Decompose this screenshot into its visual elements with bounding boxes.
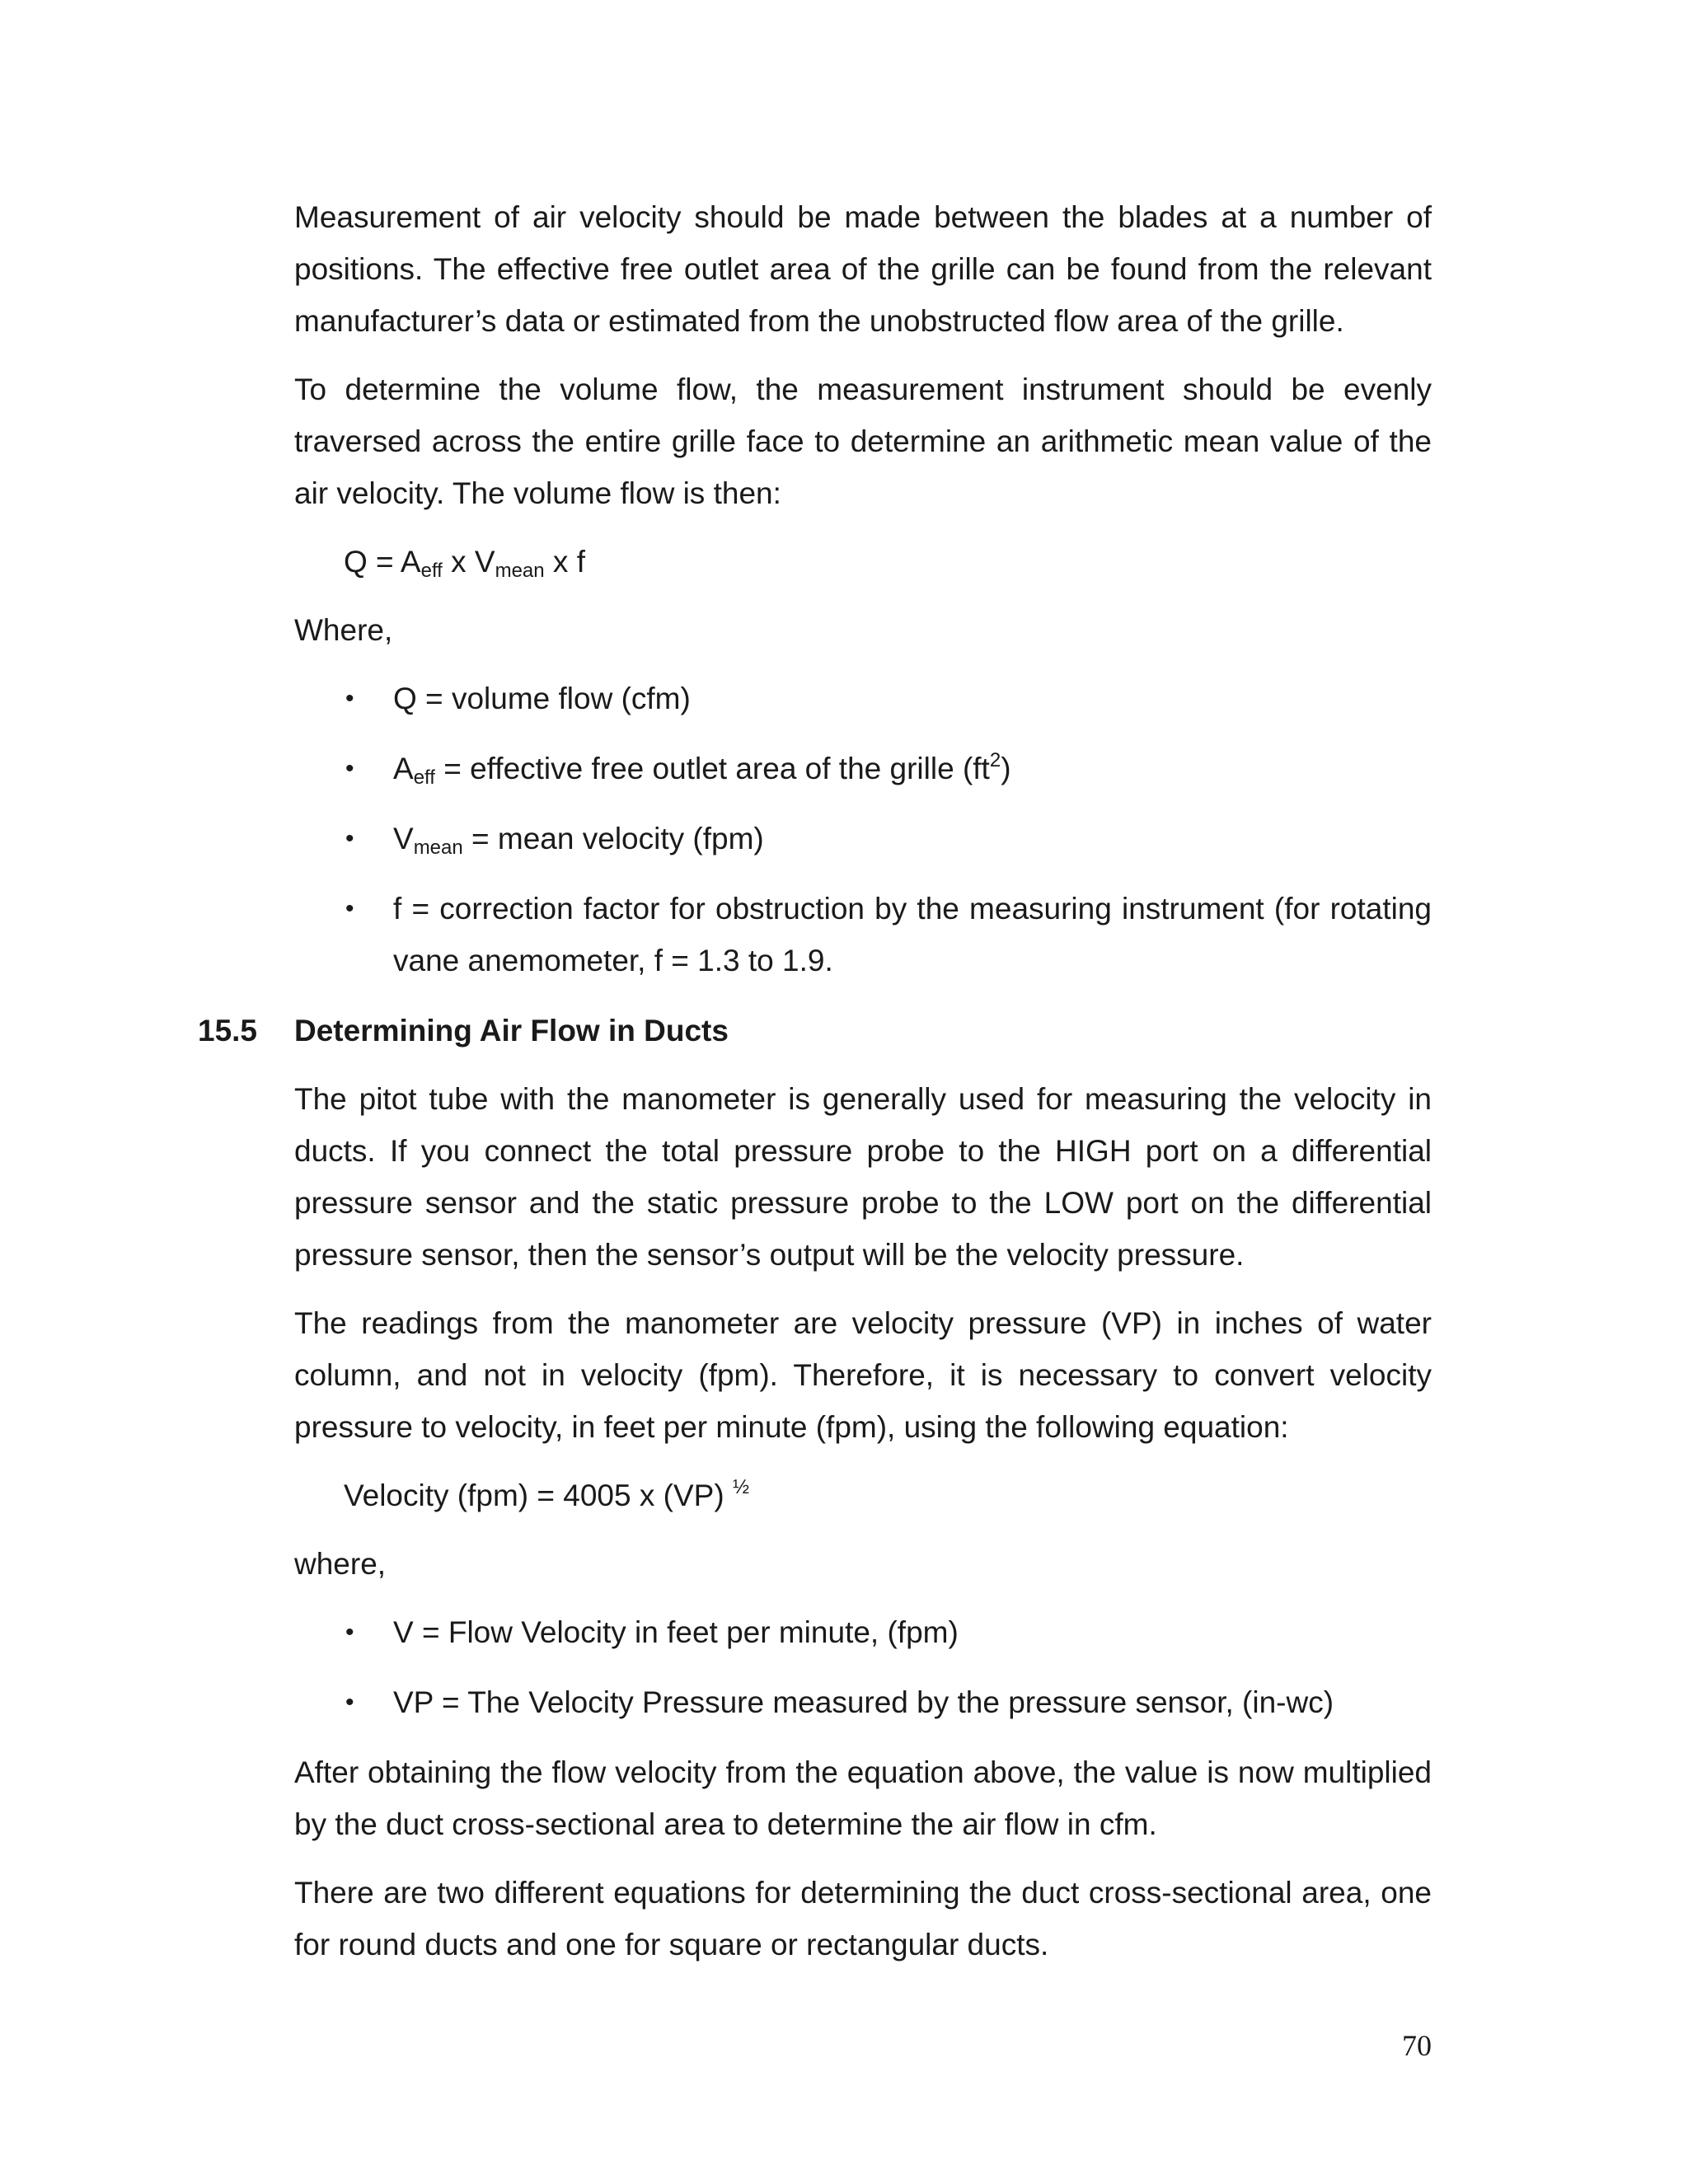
var-v-desc: = mean velocity (fpm): [462, 822, 764, 855]
equation-velocity: [294, 1469, 1432, 1521]
page-content: [198, 191, 1432, 1987]
bullet-text: [393, 822, 764, 859]
paragraph-grille-measurement: Measurement of air velocity should be made between the blades at a number of positions. The effective free outlet area of the grille can be found from the relevant manufacturer’s data or estimated from the unobstructed flow area of the grille.: [294, 200, 1432, 338]
paragraph-volume-flow: To determine the volume flow, the measurement instrument should be evenly traversed across the entire grille face to determine an arithmetic mean value of the air velocity. The volume flow is then:: [294, 373, 1432, 510]
bullet-icon: •: [345, 1689, 354, 1716]
eq2-sup: ½: [732, 1476, 749, 1498]
page-number: 70: [1402, 2029, 1432, 2062]
paragraph-cross-section: There are two different equations for determining the duct cross-sectional area, one for round ducts and one for square or rectangular ducts.: [294, 1876, 1432, 1961]
eq2-text: Velocity (fpm) = 4005 x (VP): [344, 1479, 733, 1512]
section-number: 15.5: [198, 1014, 258, 1047]
list-item: [294, 1606, 1432, 1658]
bullet-icon: •: [345, 895, 354, 922]
eq1-sub-eff: eff: [420, 560, 443, 582]
var-v-sub: mean: [413, 837, 463, 859]
paragraph-manometer-readings: The readings from the manometer are velocity pressure (VP) in inches of water column, and not in velocity (fpm). Therefore, it is necessary to convert velocity pressure to velocity, in feet per minute (fpm), using the following equation:: [294, 1306, 1432, 1444]
where-label-2: where,: [294, 1547, 387, 1581]
bullet-text: V = Flow Velocity in feet per minute, (fpm): [393, 1615, 959, 1649]
var-a-desc: = effective free outlet area of the grille (ft: [434, 752, 990, 785]
eq1-sub-mean: mean: [495, 560, 545, 582]
paragraph-flow-velocity: After obtaining the flow velocity from the equation above, the value is now multiplied by the duct cross-sectional area to determine the air flow in cfm.: [294, 1755, 1432, 1841]
var-a-close: ): [1001, 752, 1011, 785]
list-item: [294, 813, 1432, 865]
paragraph-pitot-tube: The pitot tube with the manometer is generally used for measuring the velocity in ducts. If you connect the total pressure probe to the HIGH port on a differential pressure sensor and the static pressure probe to the LOW port on the differential pressure sensor, then the sensor’s output will be the velocity pressure.: [294, 1082, 1432, 1272]
equation-volume-flow: [294, 536, 1432, 588]
variable-list-2: [294, 1606, 1432, 1728]
list-item: [294, 883, 1432, 987]
bullet-text: [393, 749, 1011, 789]
list-item: [294, 1676, 1432, 1728]
var-v: V: [393, 822, 414, 855]
where-label-1: Where,: [294, 613, 393, 647]
eq1-rhs: x f: [544, 545, 585, 579]
var-a: A: [393, 752, 414, 785]
eq1-mid: x V: [442, 545, 495, 579]
section-title: Determining Air Flow in Ducts: [294, 1014, 729, 1047]
bullet-text: f = correction factor for obstruction by the measuring instrument (for rotating vane anemometer, f = 1.3 to 1.9.: [393, 892, 1432, 977]
bullet-text: Q = volume flow (cfm): [393, 682, 691, 715]
eq1-lhs: Q = A: [344, 545, 421, 579]
bullet-icon: •: [345, 755, 354, 782]
bullet-icon: •: [345, 825, 354, 852]
list-item: [294, 673, 1432, 724]
bullet-text: VP = The Velocity Pressure measured by the pressure sensor, (in-wc): [393, 1685, 1334, 1719]
bullet-icon: •: [345, 1619, 354, 1646]
section-heading: [198, 1005, 1432, 1057]
var-a-sup: 2: [989, 749, 1001, 771]
bullet-icon: •: [345, 685, 354, 712]
var-a-sub: eff: [413, 766, 435, 789]
list-item: [294, 743, 1432, 794]
variable-list-1: [294, 673, 1432, 987]
